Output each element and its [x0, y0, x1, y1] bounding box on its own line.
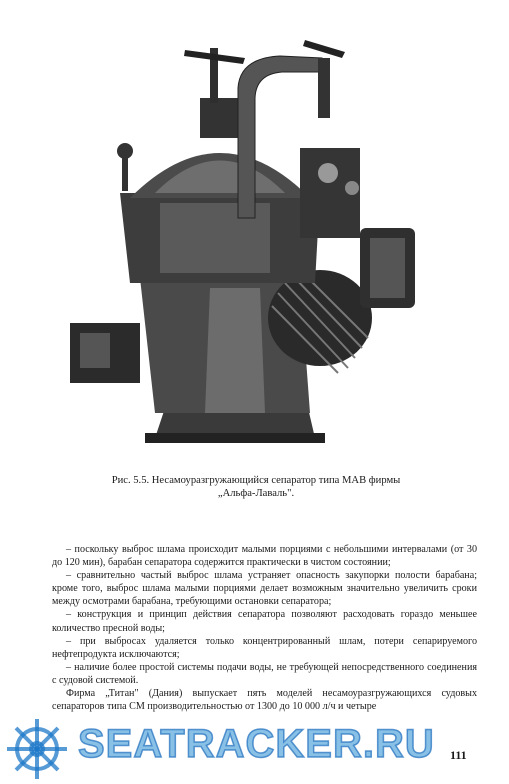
paragraph: – при выбросах удаляется только концентрированный шлам, потери сепарируемого нефтепродукта исключаются;: [52, 635, 477, 660]
paragraph: – сравнительно частый выброс шлама устраняет опасность закупорки полости барабана; кроме того, выброс шлама малыми порциями делает возможным значительно увеличить сроки между осмотрами барабана, требующими остановки сепаратора;: [52, 570, 477, 608]
ship-wheel-icon: [4, 716, 70, 782]
paragraph: – наличие более простой системы подачи воды, не требующей непосредственного соединения с судовой системой.: [52, 661, 477, 686]
paragraph: – поскольку выброс шлама происходит малыми порциями с небольшими интервалами (от 30 до 120 мин), барабан сепаратора содержится практически в чистом состоянии;: [52, 544, 477, 569]
paragraph: – конструкция и принцип действия сепаратора позволяют расходовать гораздо меньшее количество пресной воды;: [52, 609, 477, 634]
page-number: 111: [450, 748, 467, 762]
separator-photo: [60, 28, 440, 458]
figure-caption: [66, 474, 446, 500]
watermark-text: SEATRACKER.RU: [78, 722, 435, 766]
caption-line-2: „Альфа-Лаваль".: [217, 488, 295, 499]
caption-line-1: Рис. 5.5. Несамоуразгружающийся сепаратор типа МАВ фирмы: [111, 475, 401, 486]
paragraph: Фирма „Титан" (Дания) выпускает пять моделей несамоуразгружающихся судовых сепараторов типа СМ производительностью от 1300 до 10 000 л/ч и четыре: [52, 688, 477, 713]
body-text: [52, 543, 477, 713]
